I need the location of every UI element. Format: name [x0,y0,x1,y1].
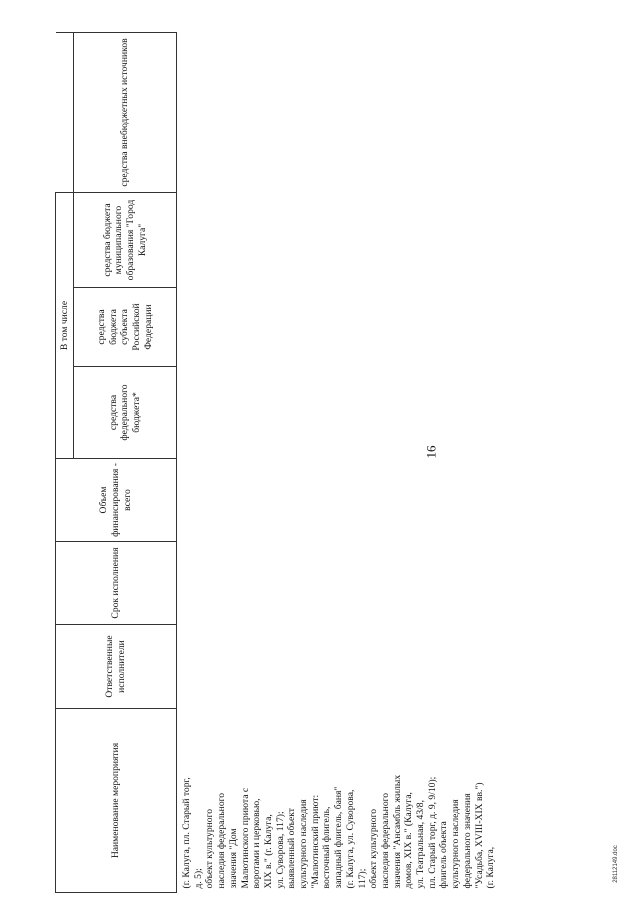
table-row [177,32,542,892]
measure-name-cell: (г. Калуга, пл. Старый торг, д. 5); объект культурного наследия федерального значения "Дом Малютинского приюта с воротами и церковью, XIX в." (г. Калуга, ул. Суворова, 117); выявленный объект культурного наследия "Малютинский приют: восточный флигель, западный флигель, баня" (г. Калуга, ул. Суворова, 117); объект культурного наследия федерального значения "Ансамбль жилых домов, XIX в." (Калуга, ул. Театральная, 43/8, пл. Старый торг, д. 9, 9/10); флигель объекта культурного наследия федерального значения "Усадьба, XVIII-XIX вв.") (г. Калуга, [181,774,497,889]
header-deadline: Срок исполнения [56,542,177,625]
header-executors: Ответственные исполнители [56,625,177,709]
header-row-top [56,32,74,892]
header-including: В том числе [56,192,74,458]
header-municipal: средства бюджета муниципального образования "Город Калуга" [74,192,177,287]
footer-doc-code: 28112149.doc [613,845,619,883]
header-extra: средства внебюджетных источников [74,32,177,192]
header-federal: средства федерального бюджета* [74,367,177,459]
header-total: Объем финансирования - всего [56,459,177,542]
page-number: 16 [423,445,439,459]
header-name: Наименование мероприятия [56,709,177,893]
header-blank [56,32,74,192]
financing-table [55,32,541,893]
header-regional: средства бюджета субъекта Российской Федерации [74,288,177,367]
rotated-table-container [55,33,585,893]
